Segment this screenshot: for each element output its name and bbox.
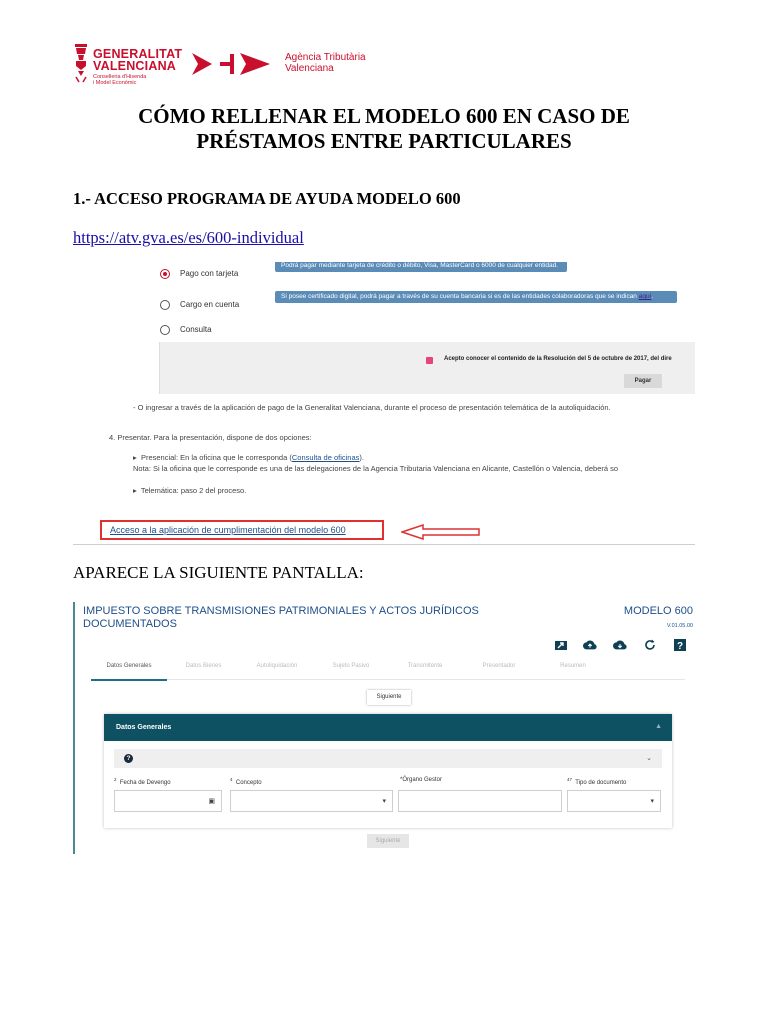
accept-checkbox[interactable]: [426, 357, 433, 364]
tab-transmitente[interactable]: Transmitente: [407, 663, 443, 669]
tab-datos-bienes[interactable]: Datos Bienes: [185, 663, 222, 669]
access-link-highlight: [100, 520, 384, 540]
line-ingresar: - O ingresar a través de la aplicación de pago de la Generalitat Valenciana, durante el proceso de presentación telemática de la autoliquidación.: [133, 403, 611, 412]
concepto-select[interactable]: [230, 790, 393, 812]
screen-intro-paragraph: APARECE LA SIGUIENTE PANTALLA:: [73, 563, 364, 582]
presencial-end: ).: [359, 453, 364, 462]
field-label-text: *Órgano Gestor: [400, 777, 443, 783]
next-button[interactable]: Siguiente: [367, 690, 411, 705]
atv-name: [285, 52, 366, 74]
presencial-text: Presencial: En la oficina que le corresponda (: [140, 453, 292, 462]
note-account-payment: Si posee certificado digital, podrá pagar a través de su cuenta bancaria si es de las entidades colaboradoras que se indican aquí.: [275, 291, 677, 303]
document-title: [73, 104, 695, 154]
calendar-icon[interactable]: ▣: [208, 798, 215, 805]
accept-text: Acepto conocer el contenido de la Resolución del 5 de octubre de 2017, del dire: [444, 356, 672, 362]
field-label-fecha: [114, 777, 171, 786]
note-account-text: Si posee certificado digital, podrá pagar a través de su cuenta bancaria si es de las entidades colaboradoras que se indican: [281, 293, 637, 300]
tipo-documento-select[interactable]: [567, 790, 661, 812]
line-nota: Nota: Si la oficina que le corresponde es una de las delegaciones de la Agencia Tributaria Valenciana en Alicante, Castellón o Valencia, deberá so: [133, 464, 619, 473]
section-heading: 1.- ACCESO PROGRAMA DE AYUDA MODELO 600: [73, 189, 461, 208]
line-telematica: [133, 486, 246, 495]
gva-name-line-1: GENERALITAT: [93, 47, 183, 61]
atv-name-line-2: Valenciana: [285, 63, 334, 74]
dropdown-arrow-icon: ▾: [382, 798, 386, 805]
bullet-icon: ▸: [133, 453, 137, 462]
form-tabs: [91, 659, 685, 680]
pointing-arrow-icon: [401, 524, 481, 540]
radio-cargo-cuenta[interactable]: [160, 300, 170, 310]
screenshot-modelo-600-form: [73, 602, 697, 854]
telematica-text: Telemática: paso 2 del proceso.: [140, 486, 247, 495]
upload-cloud-icon[interactable]: [583, 638, 597, 652]
version-label: V.01.05.00: [666, 623, 693, 629]
refresh-icon[interactable]: [643, 638, 657, 652]
atv-logo-mark: [190, 49, 276, 79]
access-application-link[interactable]: Acceso a la aplicación de cumplimentación del modelo 600: [110, 525, 346, 535]
note-account-link[interactable]: aquí: [638, 293, 652, 300]
gva-name-line-2: VALENCIANA: [93, 59, 177, 73]
tab-resumen[interactable]: Resumen: [560, 663, 586, 669]
help-icon[interactable]: [673, 638, 687, 652]
field-label-text: Tipo de documento: [575, 780, 627, 786]
field-label-concepto: [230, 777, 262, 786]
export-icon[interactable]: [554, 638, 568, 652]
question-icon: ?: [124, 754, 133, 763]
atv-600-link[interactable]: https://atv.gva.es/es/600-individual: [73, 228, 304, 247]
form-title-line-2: DOCUMENTADOS: [83, 618, 177, 630]
model-label: MODELO 600: [623, 605, 693, 617]
accept-panel: [159, 342, 695, 394]
atv-name-line-1: Agència Tributària: [285, 52, 366, 63]
organo-gestor-input[interactable]: [398, 790, 562, 812]
panel-title: Datos Generales: [116, 724, 172, 731]
title-line-1: CÓMO RELLENAR EL MODELO 600 EN CASO DE: [138, 104, 630, 128]
field-label-text: Fecha de Devengo: [119, 780, 171, 786]
radio-pago-tarjeta[interactable]: [160, 269, 170, 279]
tab-autoliquidacion[interactable]: Autoliquidación: [256, 663, 298, 669]
fecha-devengo-input[interactable]: [114, 790, 222, 812]
next-button-disabled: Siguiente: [367, 834, 409, 848]
field-label-organo: [400, 777, 442, 783]
tab-datos-generales[interactable]: Datos Generales: [91, 659, 167, 681]
field-num: 2: [114, 777, 117, 782]
line-presencial: [133, 453, 364, 462]
generalitat-name: [93, 48, 182, 72]
tab-sujeto-pasivo[interactable]: Sujeto Pasivo: [332, 663, 370, 669]
field-num: 4: [230, 777, 233, 782]
pay-button[interactable]: Pagar: [624, 374, 662, 388]
tab-presentador[interactable]: Presentador: [482, 663, 516, 669]
field-num: 47: [567, 777, 573, 782]
datos-generales-panel: [104, 714, 672, 828]
option-label: Pago con tarjeta: [180, 269, 239, 278]
generalitat-valenciana-logo: [73, 42, 183, 90]
dropdown-arrow-icon: ▾: [650, 798, 654, 805]
help-bar[interactable]: [114, 749, 662, 768]
generalitat-shield-icon: [73, 44, 89, 84]
line-presentar: 4. Presentar. Para la presentación, dispone de dos opciones:: [109, 433, 312, 442]
screenshot-payment-options: [73, 262, 695, 545]
option-label: Consulta: [180, 325, 212, 334]
option-label: Cargo en cuenta: [180, 300, 240, 309]
form-title: [83, 605, 479, 631]
form-title-line-1: IMPUESTO SOBRE TRANSMISIONES PATRIMONIALES Y ACTOS JURÍDICOS: [83, 605, 479, 617]
panel-header[interactable]: [104, 714, 672, 741]
field-label-text: Concepto: [235, 780, 262, 786]
title-line-2: PRÉSTAMOS ENTRE PARTICULARES: [196, 129, 572, 153]
svg-text:?: ?: [676, 641, 684, 651]
chevron-down-icon: ⌄: [646, 755, 652, 762]
bullet-icon: ▸: [133, 486, 137, 495]
gva-department: Conselleria d'Hisenda i Model Econòmic: [93, 74, 147, 86]
field-label-tipo-documento: [567, 777, 626, 786]
radio-consulta[interactable]: [160, 325, 170, 335]
consulta-oficinas-link[interactable]: Consulta de oficinas: [291, 453, 360, 462]
chevron-up-icon: ▲: [655, 723, 662, 730]
download-cloud-icon[interactable]: [613, 638, 627, 652]
note-card-payment: Podrá pagar mediante tarjeta de crédito o débito, Visa, MasterCard o 6000 de cualquier entidad.: [275, 262, 567, 272]
